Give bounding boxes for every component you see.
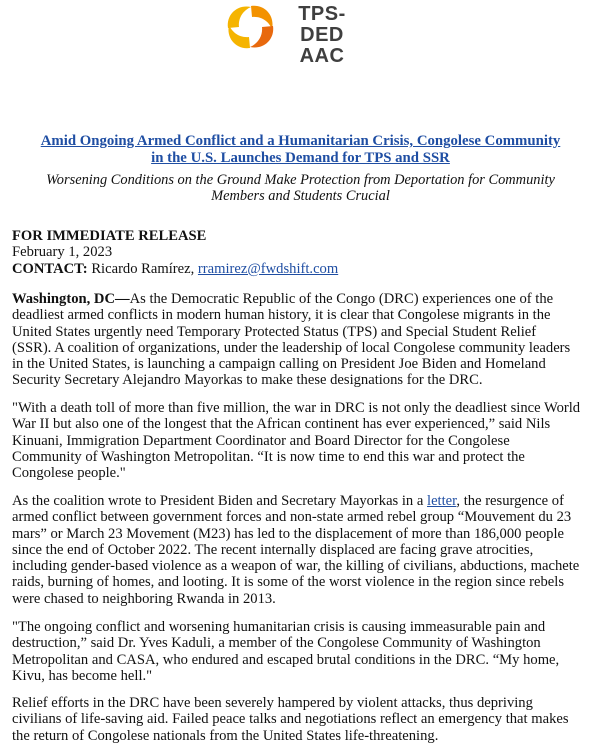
paragraph-2-line: Community of Washington Metropolitan. “It is now time to end this war and protect the [12,448,525,465]
paragraph-4 [12,619,596,684]
paragraph-4-line: "The ongoing conflict and worsening humanitarian crisis is causing immeasurable pain and [12,619,546,635]
subheadline [16,172,585,204]
paragraph-5 [12,695,596,744]
paragraph-1-line: United States urgently need Temporary Protected Status (TPS) and Special Student Relief [12,323,537,340]
paragraph-1-line: deadliest armed conflicts in modern human history, it is clear that Congolese migrants in the [12,307,551,324]
headline-line-1[interactable]: Amid Ongoing Armed Conflict and a Humanitarian Crisis, Congolese Community [40,133,561,149]
sun-swirl-icon [224,2,278,50]
paragraph-1 [12,291,596,389]
release-info [12,228,338,277]
paragraph-1-line: in the United States, is launching a campaign calling on President Joe Biden and Homeland [12,356,546,373]
contact-name: Ricardo Ramírez, [91,260,195,277]
headline-link[interactable] [12,133,589,167]
paragraph-5-line: civilians of life-saving aid. Failed peace talks and negotiations reflect an emergency that makes [12,711,569,728]
paragraph-5-line: the return of Congolese nationals from the United States life-threatening. [12,727,439,744]
paragraph-4-line: destruction,” said Dr. Yves Kaduli, a member of the Congolese Community of Washington [12,635,541,652]
release-label: FOR IMMEDIATE RELEASE [12,228,207,244]
paragraph-2-line: Kinuani, Immigration Department Coordinator and Board Director for the Congolese [12,432,510,449]
logo-line-2: AAC [299,45,345,67]
paragraph-2-line: War II but also one of the longest that the African continent has ever experienced,” said Nils [12,416,551,433]
paragraph-3-line: raids, burning of homes, and looting. It is some of the worst violence in the region since rebels [12,574,565,591]
release-date: February 1, 2023 [12,244,113,261]
logo [224,2,364,67]
paragraph-3-line: since the end of October 2022. The recent internally displaced are facing grave atrocities, [12,541,534,558]
paragraph-2-line: Congolese people." [12,465,126,482]
subheadline-line-2: Members and Students Crucial [211,188,390,204]
subheadline-line-1: Worsening Conditions on the Ground Make Protection from Deportation for Community [46,172,555,188]
contact-line [12,261,338,277]
paragraph-3 [12,493,596,607]
dateline: Washington, DC— [12,291,130,307]
paragraph-2-line: "With a death toll of more than five million, the war in DRC is not only the deadliest since World [12,400,581,416]
paragraph-3-line: mars” or March 23 Movement (M23) has led to the displacement of more than 186,000 people [12,525,564,542]
headline-line-2[interactable]: in the U.S. Launches Demand for TPS and SSR [151,150,450,166]
paragraph-3-line: were chased to neighboring Rwanda in 2013. [12,590,276,607]
logo-text [280,4,364,67]
letter-link[interactable]: letter [427,493,457,509]
paragraph-3-line: As the coalition wrote to President Biden and Secretary Mayorkas in a letter, the resurgence of [12,493,564,509]
paragraph-1-line: Washington, DC—As the Democratic Republic of the Congo (DRC) experiences one of the [12,291,554,307]
paragraph-4-line: Kivu, has become hell." [12,667,153,684]
paragraph-1-line: (SSR). A coalition of organizations, under the leadership of local Congolese community leaders [12,339,571,356]
paragraph-5-line: Relief efforts in the DRC have been severely hampered by violent attacks, thus depriving [12,695,533,711]
logo-line-1: TPS-DED [298,3,346,46]
paragraph-2 [12,400,596,481]
paragraph-3-line: armed conflict between government forces and non-state armed rebel group “Mouvement du 23 [12,509,572,526]
paragraph-1-line: Security Secretary Alejandro Mayorkas to make these designations for the DRC. [12,372,483,389]
paragraph-4-line: Metropolitan and CASA, who endured and escaped brutal conditions in the DRC. “My home, [12,651,560,668]
contact-email-link[interactable]: rramirez@fwdshift.com [197,260,339,277]
contact-label: CONTACT: [12,260,88,277]
paragraph-3-line: including gender-based violence as a weapon of war, the killing of civilians, abductions, machete [12,558,580,575]
